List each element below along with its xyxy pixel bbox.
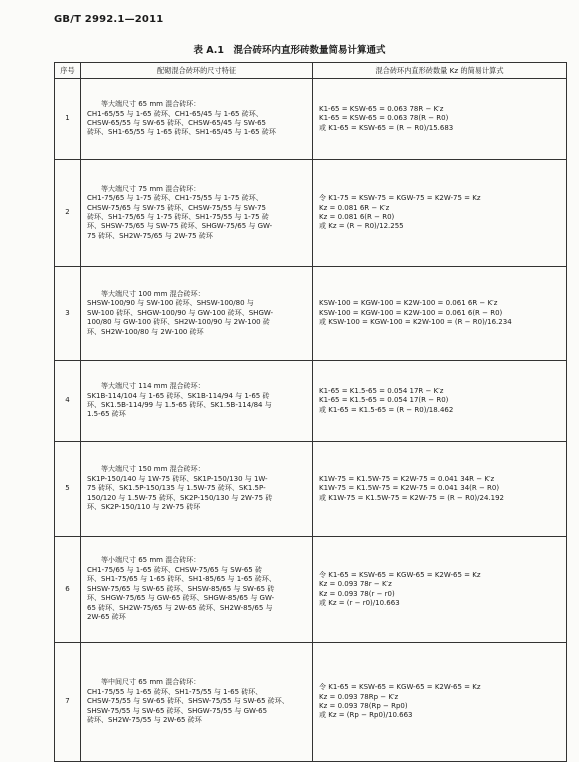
classification-line: 等大端尺寸 75 mm 混合砖环： [101, 184, 201, 193]
classification-line: 1.5-65 砖环 [87, 410, 126, 419]
ring-classification-cell [81, 442, 313, 537]
classification-line: CHSW-75/55 与 SW-65 砖环、SHSW-75/55 与 SW-65 砖环、 [87, 697, 289, 706]
row-number: 6 [55, 537, 81, 643]
ring-classification-cell [81, 361, 313, 442]
formula-line: K1-65 = K1.5-65 = 0.054 17R − K′z [319, 386, 444, 395]
formula-line: 令 K1-65 = KSW-65 = KGW-65 = K2W-65 = Kz [319, 570, 481, 579]
formula-line: Kz = 0.093 78Rp − K′z [319, 692, 399, 701]
classification-line: 等小端尺寸 65 mm 混合砖环： [101, 556, 201, 565]
formula-line: KSW-100 = KGW-100 = K2W-100 = 0.061 6R − K′z [319, 299, 498, 308]
formula-line: K1-65 = KSW-65 = 0.063 78R − K′z [319, 104, 444, 113]
formula-line: 或 KSW-100 = KGW-100 = K2W-100 = (R − R0)/16.234 [319, 318, 512, 327]
classification-line: SHSW-100/90 与 SW-100 砖环、SHSW-100/80 与 [87, 299, 254, 308]
page-header: GB/T 2992.1—2011 [54, 14, 164, 25]
ring-classification-cell [81, 79, 313, 160]
classification-line: SW-100 砖环、SHGW-100/90 与 GW-100 砖环、SHGW- [87, 308, 274, 317]
formula-cell [313, 160, 567, 267]
table-row [55, 79, 567, 160]
formula-line: 或 K1-65 = KSW-65 = (R − R0)/15.683 [319, 123, 454, 132]
classification-line: CH1-75/65 与 1-65 砖环、CHSW-75/65 与 SW-65 砖 [87, 565, 262, 574]
table-row [55, 537, 567, 643]
formula-line: 令 K1-65 = KSW-65 = KGW-65 = K2W-65 = Kz [319, 683, 481, 692]
table-header-row [55, 63, 567, 79]
table-row [55, 160, 567, 267]
formula-line: KSW-100 = KGW-100 = K2W-100 = 0.061 6(R − R0) [319, 308, 503, 317]
classification-line: 100/80 与 GW-100 砖环、SH2W-100/90 与 2W-100 砖 [87, 318, 270, 327]
classification-line: 75 砖环、SH2W-75/65 与 2W-75 砖环 [87, 231, 213, 240]
formula-cell [313, 361, 567, 442]
table-row [55, 442, 567, 537]
classification-line: 环、SK1.5B-114/99 与 1.5-65 砖环、SK1.5B-114/84 与 [87, 401, 272, 409]
table-body [55, 79, 567, 762]
row-number: 3 [55, 267, 81, 361]
table-row [55, 267, 567, 361]
classification-line: 等大端尺寸 114 mm 混合砖环： [101, 382, 205, 391]
classification-line: SK1B-114/104 与 1-65 砖环、SK1B-114/94 与 1-65 砖 [87, 391, 270, 400]
table-row [55, 361, 567, 442]
classification-line: 砖环、SH2W-75/55 与 2W-65 砖环 [87, 716, 202, 725]
classification-line: 等大端尺寸 150 mm 混合砖环： [101, 465, 205, 474]
classification-line: 2W-65 砖环 [87, 613, 126, 622]
formula-line: 或 K1W-75 = K1.5W-75 = K2W-75 = (R − R0)/24.192 [319, 493, 505, 502]
classification-line: 环、SH2W-100/80 与 2W-100 砖环 [87, 327, 204, 336]
classification-line: SHSW-75/55 与 SW-65 砖环、SHGW-75/55 与 GW-65 [87, 706, 268, 715]
classification-line: SK1P-150/140 与 1W-75 砖环、SK1P-150/130 与 1W- [87, 474, 268, 483]
formula-line: Kz = 0.093 78(Rp − Rp0) [319, 702, 408, 710]
row-number: 4 [55, 361, 81, 442]
classification-line: 砖环、SH1-75/65 与 1-75 砖环、SH1-75/55 与 1-75 砖 [87, 213, 269, 221]
formula-line: K1W-75 = K1.5W-75 = K2W-75 = 0.041 34(R − R0) [319, 484, 500, 493]
classification-line: CH1-75/65 与 1-75 砖环、CH1-75/55 与 1-75 砖环、 [87, 194, 263, 203]
formula-line: Kz = 0.093 78(r − r0) [319, 589, 395, 598]
formula-table [54, 62, 567, 762]
formula-line: Kz = 0.081 6(R − R0) [319, 213, 395, 221]
formula-cell [313, 442, 567, 537]
formula-line: 或 Kz = (R − R0)/12.255 [319, 222, 404, 231]
formula-line: K1W-75 = K1.5W-75 = K2W-75 = 0.041 34R − K′z [319, 474, 495, 483]
formula-line: 或 Kz = (r − r0)/10.663 [319, 598, 400, 607]
classification-line: 砖环、SH1-65/55 与 1-65 砖环、SH1-65/45 与 1-65 砖环 [87, 128, 276, 137]
classification-line: SHSW-75/65 与 SW-65 砖环、SHSW-85/65 与 SW-65 砖 [87, 584, 275, 593]
formula-line: K1-65 = KSW-65 = 0.063 78(R − R0) [319, 114, 449, 123]
row-number: 2 [55, 160, 81, 267]
column-header-classification: 配砌混合砖环的尺寸特征 [81, 63, 313, 79]
row-number: 5 [55, 442, 81, 537]
classification-line: 环、SK2P-150/110 与 2W-75 砖环 [87, 503, 201, 512]
classification-line: 环、SH1-75/65 与 1-65 砖环、SH1-85/65 与 1-65 砖环、 [87, 575, 276, 584]
table-title: 表 A.1 混合砖环内直形砖数量简易计算通式 [193, 45, 386, 56]
formula-line: Kz = 0.093 78r − K′z [319, 580, 392, 589]
classification-line: CH1-65/55 与 1-65 砖环、CH1-65/45 与 1-65 砖环、 [87, 109, 263, 118]
column-header-number: 序号 [55, 63, 81, 79]
classification-line: 65 砖环、SH2W-75/65 与 2W-65 砖环、SH2W-85/65 与 [87, 603, 273, 612]
formula-cell [313, 267, 567, 361]
ring-classification-cell [81, 537, 313, 643]
table-row [55, 643, 567, 762]
classification-line: CH1-75/55 与 1-65 砖环、SH1-75/55 与 1-65 砖环、 [87, 687, 263, 696]
classification-line: CHSW-65/55 与 SW-65 砖环、CHSW-65/45 与 SW-65 [87, 119, 267, 127]
formula-cell [313, 537, 567, 643]
classification-line: CHSW-75/65 与 SW-75 砖环、CHSW-75/55 与 SW-75 [87, 203, 267, 212]
ring-classification-cell [81, 267, 313, 361]
formula-line: Kz = 0.081 6R − K′z [319, 203, 390, 212]
formula-line: 或 Kz = (Rp − Rp0)/10.663 [319, 711, 413, 720]
classification-line: 环、SHGW-75/65 与 GW-65 砖环、SHGW-85/65 与 GW- [87, 594, 275, 603]
row-number: 1 [55, 79, 81, 160]
classification-line: 环、SHSW-75/65 与 SW-75 砖环、SHGW-75/65 与 GW- [87, 222, 273, 231]
classification-line: 等大端尺寸 65 mm 混合砖环： [101, 100, 201, 109]
ring-classification-cell [81, 643, 313, 762]
classification-line: 等中间尺寸 65 mm 混合砖环： [101, 678, 201, 687]
classification-line: 等大端尺寸 100 mm 混合砖环： [101, 289, 205, 298]
formula-cell [313, 643, 567, 762]
classification-line: 75 砖环、SK1.5P-150/135 与 1.5W-75 砖环、SK1.5P- [87, 484, 266, 493]
formula-line: 令 K1-75 = KSW-75 = KGW-75 = K2W-75 = Kz [319, 194, 481, 203]
formula-line: K1-65 = K1.5-65 = 0.054 17(R − R0) [319, 396, 449, 405]
formula-line: 或 K1-65 = K1.5-65 = (R − R0)/18.462 [319, 405, 454, 414]
row-number: 7 [55, 643, 81, 762]
ring-classification-cell [81, 160, 313, 267]
column-header-formula: 混合砖环内直形砖数量 Kz 的简易计算式 [313, 63, 567, 79]
formula-cell [313, 79, 567, 160]
classification-line: 150/120 与 1.5W-75 砖环、SK2P-150/130 与 2W-75 砖 [87, 493, 273, 502]
